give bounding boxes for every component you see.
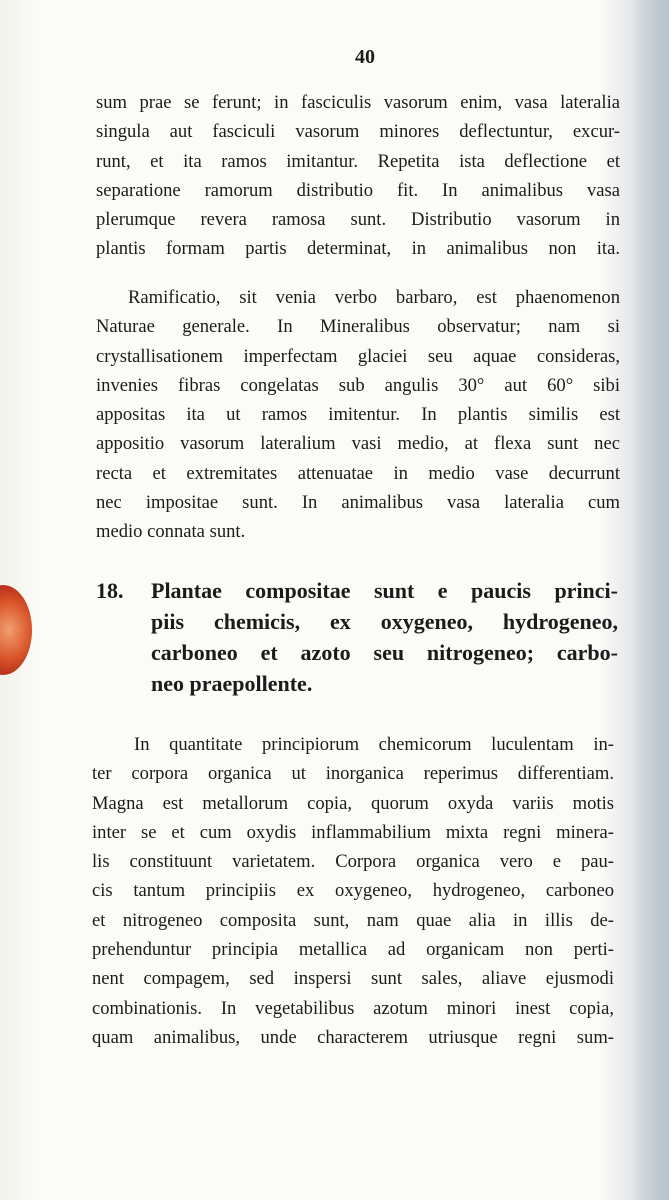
page-edge-shadow — [631, 0, 669, 1200]
text-line: plerumque revera ramosa sunt. Distributio vasorum in — [96, 209, 620, 231]
text-line: quam animalibus, unde characterem utriusque regni sum- — [92, 1026, 614, 1048]
heading-line: piis chemicis, ex oxygeneo, hydrogeneo, — [151, 609, 618, 634]
text-line: et nitrogeneo composita sunt, nam quae alia in illis de- — [92, 909, 614, 931]
text-line: Magna est metallorum copia, quorum oxyda variis motis — [92, 792, 614, 814]
text-line: singula aut fasciculi vasorum minores deflectuntur, excur- — [96, 121, 620, 143]
text-line: prehenduntur principia metallica ad organicam non perti- — [92, 939, 614, 961]
text-line: ter corpora organica ut inorganica reperimus differentiam. — [92, 763, 614, 785]
paragraph-2 — [96, 283, 620, 547]
section-number: 18. — [96, 578, 124, 603]
text-line: separatione ramorum distributio fit. In animalibus vasa — [96, 179, 620, 201]
text-line: combinationis. In vegetabilibus azotum minori inest copia, — [92, 997, 614, 1019]
page-number: 40 — [355, 46, 375, 68]
text-line: recta et extremitates attenuatae in medio vase decurrunt — [96, 462, 620, 484]
text-line: inter se et cum oxydis inflammabilium mixta regni minera- — [92, 821, 614, 843]
heading-line: carboneo et azoto seu nitrogeneo; carbo- — [151, 640, 618, 665]
text-line: runt, et ita ramos imitantur. Repetita ista deflectione et — [96, 150, 620, 172]
text-line: Ramificatio, sit venia verbo barbaro, est phaenomenon — [128, 287, 620, 308]
text-line: cis tantum principiis ex oxygeneo, hydrogeneo, carboneo — [92, 880, 614, 902]
text-line: invenies fibras congelatas sub angulis 30° aut 60° sibi — [96, 374, 620, 396]
text-line: lis constituunt varietatem. Corpora organica vero e pau- — [92, 851, 614, 873]
text-line: appositas ita ut ramos imitentur. In plantis similis est — [96, 404, 620, 426]
red-edge-mark — [0, 585, 32, 675]
paragraph-1 — [96, 88, 620, 264]
heading-line: Plantae compositae sunt e paucis princi- — [151, 578, 618, 603]
text-line: crystallisationem imperfectam glaciei seu aquae consideras, — [96, 345, 620, 367]
text-line: In quantitate principiorum chemicorum luculentam in- — [134, 734, 614, 755]
text-line: plantis formam partis determinat, in animalibus non ita. — [96, 238, 620, 260]
paragraph-3 — [92, 730, 614, 1052]
section-heading — [96, 575, 618, 699]
text-line: medio connata sunt. — [96, 521, 246, 543]
text-line: nec impositae sunt. In animalibus vasa lateralia cum — [96, 492, 620, 514]
text-line: appositio vasorum lateralium vasi medio, at flexa sunt nec — [96, 433, 620, 455]
text-line: sum prae se ferunt; in fasciculis vasorum enim, vasa lateralia — [96, 92, 620, 113]
text-line: nent compagem, sed inspersi sunt sales, aliave ejusmodi — [92, 968, 614, 990]
heading-line: neo praepollente. — [151, 671, 313, 696]
text-line: Naturae generale. In Mineralibus observatur; nam si — [96, 316, 620, 338]
